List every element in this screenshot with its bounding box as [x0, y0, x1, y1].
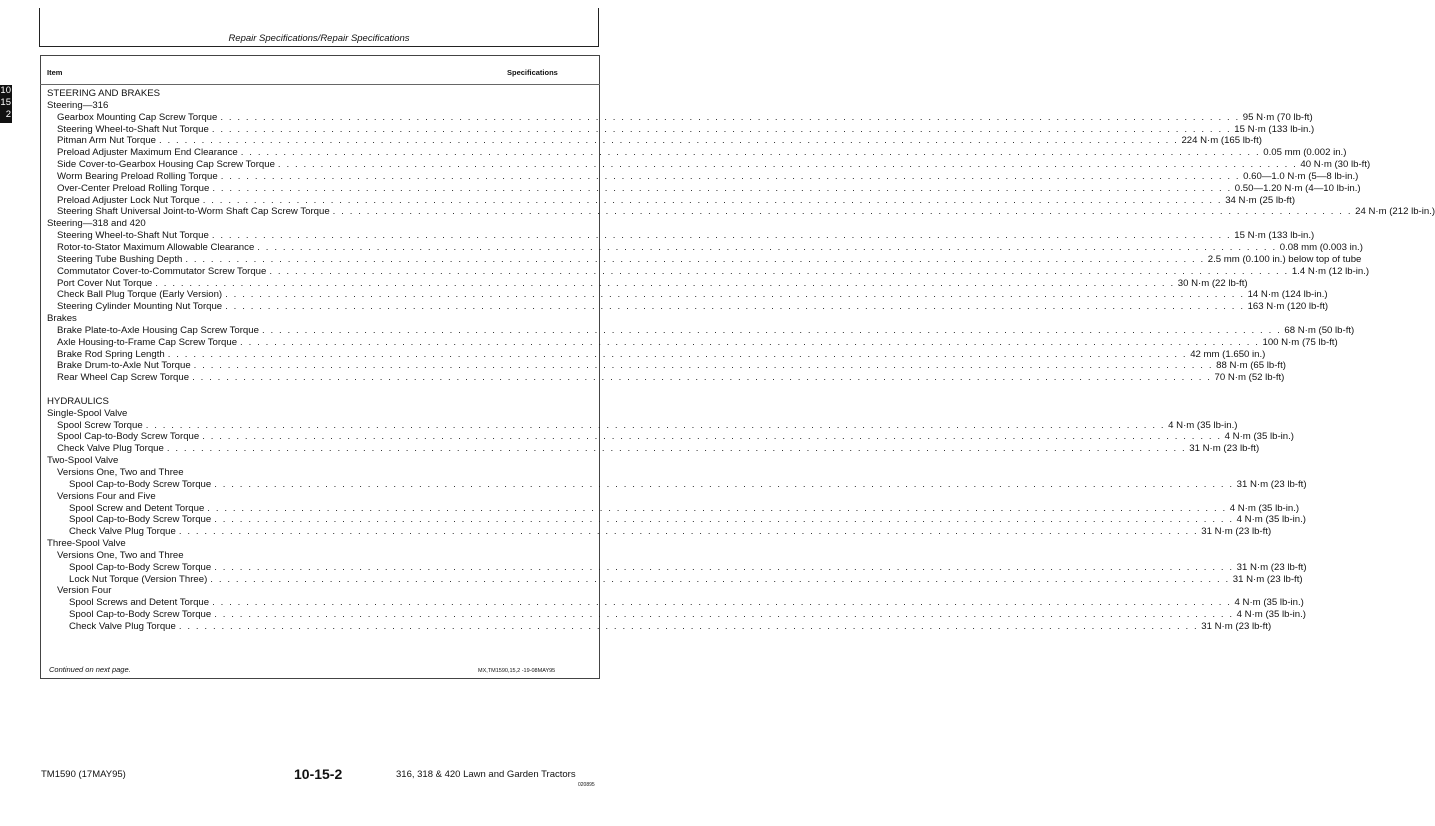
spec-row: [47, 360, 1286, 372]
spec-row: [47, 514, 1306, 526]
spec-value: 70 N·m (52 lb-ft): [1214, 372, 1285, 384]
spec-item-label: Gearbox Mounting Cap Screw Torque: [57, 111, 218, 123]
dot-leader: . . . . . . . . . . . . . . . . . . . . . . . . . . . . . . . . . . . . . . . . . . . . . . . . . . . . . . . . . . . . . . . . . . . . . . . . . . . . . . . . . . . . . . . . . . . . . . . . . . . . . . . . . . . . . . . . . . . . . . . .: [269, 265, 1289, 277]
spec-row: [47, 561, 1307, 574]
spec-row: [47, 419, 1238, 432]
spec-row: [47, 526, 1272, 538]
spec-value: 4 N·m (35 lb-in.): [1234, 597, 1304, 609]
dot-leader: . . . . . . . . . . . . . . . . . . . . . . . . . . . . . . . . . . . . . . . . . . . . . . . . . . . . . . . . . . . . . . . . . . . . . . . . . . . . . . . . . . . . . . . . . . . . . . . . . . . . . . . . . . . . . . . . . . . . . . . .: [211, 230, 1232, 242]
spec-value: 224 N·m (165 lb-ft): [1181, 135, 1262, 147]
column-header-specifications: Specifications: [507, 68, 558, 77]
spec-row: [47, 431, 1294, 443]
spec-item-label: Steering Wheel-to-Shaft Nut Torque: [57, 123, 209, 135]
spec-row: [47, 609, 1306, 621]
spec-value: 4 N·m (35 lb-in.): [1236, 609, 1306, 621]
spec-row: [47, 336, 1338, 349]
section-heading: Versions One, Two and Three: [57, 549, 184, 561]
spec-value: 0.60—1.0 N·m (5—8 lb-in.): [1243, 170, 1359, 182]
section-heading: Steering—316: [47, 99, 109, 111]
spec-value: 31 N·m (23 lb-ft): [1189, 443, 1260, 455]
spec-value: 0.08 mm (0.003 in.): [1279, 241, 1363, 253]
spec-item-label: Spool Screws and Detent Torque: [69, 597, 210, 609]
spec-value: 14 N·m (124 lb-in.): [1247, 289, 1328, 301]
spec-item-label: Commutator Cover-to-Commutator Screw Torque: [57, 265, 267, 277]
spec-row: [47, 159, 1371, 171]
spec-value: 31 N·m (23 lb-ft): [1236, 561, 1307, 573]
spec-item-label: Brake Rod Spring Length: [57, 348, 165, 360]
spec-item-label: Axle Housing-to-Frame Cap Screw Torque: [57, 336, 238, 348]
spec-item-label: Port Cover Nut Torque: [57, 277, 153, 289]
dot-leader: . . . . . . . . . . . . . . . . . . . . . . . . . . . . . . . . . . . . . . . . . . . . . . . . . . . . . . . . . . . . . . . . . . . . . . . . . . . . . . . . . . . . . . . . . . . . . . . . . . . . . . . . . . . . . . . . . . . . . . . .: [257, 241, 1277, 253]
dot-leader: . . . . . . . . . . . . . . . . . . . . . . . . . . . . . . . . . . . . . . . . . . . . . . . . . . . . . . . . . . . . . . . . . . . . . . . . . . . . . . . . . . . . . . . . . . . . . . . . . . . . . . . . . . . . . . . . . . . . . . . .: [225, 301, 1245, 313]
dot-leader: . . . . . . . . . . . . . . . . . . . . . . . . . . . . . . . . . . . . . . . . . . . . . . . . . . . . . . . . . . . . . . . . . . . . . . . . . . . . . . . . . . . . . . . . . . . . . . . . . . . . . . . . . . . . . . . . . . . . . . . .: [178, 526, 1199, 538]
spec-item-label: Spool Cap-to-Body Screw Torque: [69, 609, 212, 621]
section-tab: [0, 85, 12, 123]
dot-leader: . . . . . . . . . . . . . . . . . . . . . . . . . . . . . . . . . . . . . . . . . . . . . . . . . . . . . . . . . . . . . . . . . . . . . . . . . . . . . . . . . . . . . . . . . . . . . . . . . . . . . . . . . . . . . . . . . . . . . . . .: [277, 159, 1298, 171]
spec-item-label: Steering Shaft Universal Joint-to-Worm Shaft Cap Screw Torque: [57, 206, 330, 218]
dot-leader: . . . . . . . . . . . . . . . . . . . . . . . . . . . . . . . . . . . . . . . . . . . . . . . . . . . . . . . . . . . . . . . . . . . . . . . . . . . . . . . . . . . . . . . . . . . . . . . . . . . . . . . . . . . . . . . . . . . . . . . .: [192, 372, 1212, 384]
spec-row: [47, 301, 1329, 313]
spec-value: 34 N·m (25 lb-ft): [1225, 194, 1296, 206]
spec-value: 68 N·m (50 lb-ft): [1284, 324, 1355, 336]
spec-item-label: Check Valve Plug Torque: [57, 443, 164, 455]
dot-leader: . . . . . . . . . . . . . . . . . . . . . . . . . . . . . . . . . . . . . . . . . . . . . . . . . . . . . . . . . . . . . . . . . . . . . . . . . . . . . . . . . . . . . . . . . . . . . . . . . . . . . . . . . . . . . . . . . . . . . . . .: [240, 336, 1260, 348]
spec-value: 31 N·m (23 lb-ft): [1201, 620, 1272, 632]
reference-code: MX,TM1590,15,2 -19-08MAY95: [478, 668, 556, 674]
footer-page-number: 10-15-2: [294, 766, 343, 782]
spec-item-label: Spool Cap-to-Body Screw Torque: [69, 514, 212, 526]
blank-row: [47, 384, 592, 396]
dot-leader: . . . . . . . . . . . . . . . . . . . . . . . . . . . . . . . . . . . . . . . . . . . . . . . . . . . . . . . . . . . . . . . . . . . . . . . . . . . . . . . . . . . . . . . . . . . . . . . . . . . . . . . . . . . . . . . . . . . . . . . .: [166, 443, 1187, 455]
spec-item-label: Spool Screw and Detent Torque: [69, 502, 205, 514]
dot-leader: . . . . . . . . . . . . . . . . . . . . . . . . . . . . . . . . . . . . . . . . . . . . . . . . . . . . . . . . . . . . . . . . . . . . . . . . . . . . . . . . . . . . . . . . . . . . . . . . . . . . . . . . . . . . . . . . . . . . . . . .: [145, 419, 1166, 431]
spec-row: [47, 348, 1266, 361]
section-heading: Single-Spool Valve: [47, 407, 128, 419]
spec-item-label: Spool Screw Torque: [57, 419, 143, 431]
spec-value: 31 N·m (23 lb-ft): [1201, 526, 1272, 538]
spec-item-label: Pitman Arm Nut Torque: [57, 135, 156, 147]
spec-item-label: Steering Tube Bushing Depth: [57, 253, 183, 265]
spec-row: [47, 147, 1347, 159]
dot-leader: . . . . . . . . . . . . . . . . . . . . . . . . . . . . . . . . . . . . . . . . . . . . . . . . . . . . . . . . . . . . . . . . . . . . . . . . . . . . . . . . . . . . . . . . . . . . . . . . . . . . . . . . . . . . . . . . . . . . . . . .: [220, 170, 1241, 182]
spec-item-label: Check Ball Plug Torque (Early Version): [57, 289, 223, 301]
spec-rows: [47, 88, 1435, 633]
spec-row: [47, 502, 1300, 515]
section-heading: Versions Four and Five: [57, 490, 156, 502]
footer-code: 020895: [578, 782, 595, 788]
dot-leader: . . . . . . . . . . . . . . . . . . . . . . . . . . . . . . . . . . . . . . . . . . . . . . . . . . . . . . . . . . . . . . . . . . . . . . . . . . . . . . . . . . . . . . . . . . . . . . . . . . . . . . . . . . . . . . . . . . . . . . . .: [212, 597, 1232, 609]
dot-leader: . . . . . . . . . . . . . . . . . . . . . . . . . . . . . . . . . . . . . . . . . . . . . . . . . . . . . . . . . . . . . . . . . . . . . . . . . . . . . . . . . . . . . . . . . . . . . . . . . . . . . . . . . . . . . . . . . . . . . . . .: [202, 431, 1222, 443]
dot-leader: . . . . . . . . . . . . . . . . . . . . . . . . . . . . . . . . . . . . . . . . . . . . . . . . . . . . . . . . . . . . . . . . . . . . . . . . . . . . . . . . . . . . . . . . . . . . . . . . . . . . . . . . . . . . . . . . . . . . . . . .: [155, 277, 1175, 289]
spec-row: [47, 253, 1362, 266]
section-tab-line: 2: [5, 109, 11, 120]
dot-leader: . . . . . . . . . . . . . . . . . . . . . . . . . . . . . . . . . . . . . . . . . . . . . . . . . . . . . . . . . . . . . . . . . . . . . . . . . . . . . . . . . . . . . . . . . . . . . . . . . . . . . . . . . . . . . . . . . . . . . . . .: [240, 147, 1261, 159]
spec-row: [47, 123, 1315, 136]
spec-row: [47, 265, 1370, 278]
section-heading: Versions One, Two and Three: [57, 467, 184, 478]
spec-value: 4 N·m (35 lb-in.): [1236, 514, 1306, 526]
page-header-title: Repair Specifications/Repair Specifications: [228, 33, 410, 44]
spec-item-label: Worm Bearing Preload Rolling Torque: [57, 170, 218, 182]
spec-value: 15 N·m (133 lb-in.): [1234, 230, 1315, 242]
spec-row: [47, 230, 1315, 242]
spec-value: 0.05 mm (0.002 in.): [1263, 147, 1347, 159]
spec-value: 163 N·m (120 lb-ft): [1247, 301, 1329, 313]
dot-leader: . . . . . . . . . . . . . . . . . . . . . . . . . . . . . . . . . . . . . . . . . . . . . . . . . . . . . . . . . . . . . . . . . . . . . . . . . . . . . . . . . . . . . . . . . . . . . . . . . . . . . . . . . . . . . . . . . . . . . . . .: [202, 194, 1223, 206]
spec-item-label: Lock Nut Torque (Version Three): [69, 573, 208, 585]
section-tab-line: 15: [0, 97, 11, 108]
dot-leader: . . . . . . . . . . . . . . . . . . . . . . . . . . . . . . . . . . . . . . . . . . . . . . . . . . . . . . . . . . . . . . . . . . . . . . . . . . . . . . . . . . . . . . . . . . . . . . . . . . . . . . . . . . . . . . . . . . . . . . . .: [214, 478, 1234, 490]
spec-value: 95 N·m (70 lb-ft): [1242, 111, 1313, 123]
dot-leader: . . . . . . . . . . . . . . . . . . . . . . . . . . . . . . . . . . . . . . . . . . . . . . . . . . . . . . . . . . . . . . . . . . . . . . . . . . . . . . . . . . . . . . . . . . . . . . . . . . . . . . . . . . . . . . . . . . . . . . . .: [185, 253, 1205, 265]
continued-note: Continued on next page.: [49, 665, 131, 674]
spec-value: 0.50—1.20 N·m (4—10 lb-in.): [1234, 182, 1361, 194]
spec-item-label: Spool Cap-to-Body Screw Torque: [57, 431, 200, 443]
footer-manual-title: 316, 318 & 420 Lawn and Garden Tractors: [396, 769, 576, 780]
spec-row: [47, 478, 1307, 491]
dot-leader: . . . . . . . . . . . . . . . . . . . . . . . . . . . . . . . . . . . . . . . . . . . . . . . . . . . . . . . . . . . . . . . . . . . . . . . . . . . . . . . . . . . . . . . . . . . . . . . . . . . . . . . . . . . . . . . . . . . . . . . .: [214, 514, 1234, 526]
section-heading: Three-Spool Valve: [47, 538, 126, 550]
section-heading: HYDRAULICS: [47, 395, 109, 407]
spec-value: 2.5 mm (0.100 in.) below top of tube: [1207, 253, 1362, 265]
spec-item-label: Preload Adjuster Lock Nut Torque: [57, 194, 200, 206]
spec-row: [47, 111, 1313, 124]
spec-row: [47, 620, 1272, 633]
spec-value: 40 N·m (30 lb-ft): [1300, 159, 1371, 171]
spec-row: [47, 372, 1285, 384]
spec-value: 4 N·m (35 lb-in.): [1224, 431, 1294, 443]
spec-row: [47, 170, 1359, 183]
spec-value: 4 N·m (35 lb-in.): [1168, 419, 1238, 431]
spec-item-label: Brake Plate-to-Axle Housing Cap Screw Torque: [57, 324, 259, 336]
spec-row: [47, 194, 1296, 207]
dot-leader: . . . . . . . . . . . . . . . . . . . . . . . . . . . . . . . . . . . . . . . . . . . . . . . . . . . . . . . . . . . . . . . . . . . . . . . . . . . . . . . . . . . . . . . . . . . . . . . . . . . . . . . . . . . . . . . . . . . . . . . .: [210, 573, 1230, 585]
dot-leader: . . . . . . . . . . . . . . . . . . . . . . . . . . . . . . . . . . . . . . . . . . . . . . . . . . . . . . . . . . . . . . . . . . . . . . . . . . . . . . . . . . . . . . . . . . . . . . . . . . . . . . . . . . . . . . . . . . . . . . . .: [167, 348, 1188, 360]
spec-value: 1.4 N·m (12 lb-in.): [1291, 265, 1370, 277]
spec-item-label: Side Cover-to-Gearbox Housing Cap Screw Torque: [57, 159, 275, 171]
spec-value: 88 N·m (65 lb-ft): [1216, 360, 1286, 372]
section-heading: Steering—318 and 420: [47, 218, 146, 230]
spec-row: [47, 443, 1260, 455]
spec-item-label: Brake Drum-to-Axle Nut Torque: [57, 360, 191, 372]
dot-leader: . . . . . . . . . . . . . . . . . . . . . . . . . . . . . . . . . . . . . . . . . . . . . . . . . . . . . . . . . . . . . . . . . . . . . . . . . . . . . . . . . . . . . . . . . . . . . . . . . . . . . . . . . . . . . . . . . . . . . . . .: [212, 182, 1232, 194]
spec-row: [47, 182, 1361, 195]
column-header-rule: [40, 84, 600, 85]
spec-value: 31 N·m (23 lb-ft): [1232, 573, 1303, 585]
spec-row: [47, 573, 1303, 586]
dot-leader: . . . . . . . . . . . . . . . . . . . . . . . . . . . . . . . . . . . . . . . . . . . . . . . . . . . . . . . . . . . . . . . . . . . . . . . . . . . . . . . . . . . . . . . . . . . . . . . . . . . . . . . . . . . . . . . . . . . . . . . .: [225, 289, 1245, 301]
spec-value: 100 N·m (75 lb-ft): [1262, 336, 1338, 348]
spec-value: 42 mm (1.650 in.): [1190, 348, 1266, 360]
spec-row: [47, 241, 1363, 254]
spec-row: [47, 597, 1304, 609]
dot-leader: . . . . . . . . . . . . . . . . . . . . . . . . . . . . . . . . . . . . . . . . . . . . . . . . . . . . . . . . . . . . . . . . . . . . . . . . . . . . . . . . . . . . . . . . . . . . . . . . . . . . . . . . . . . . . . . . . . . . . . . .: [207, 502, 1227, 514]
header-rule: [39, 46, 599, 47]
spec-item-label: Spool Cap-to-Body Screw Torque: [69, 561, 212, 573]
section-tab-line: 10: [0, 85, 11, 96]
section-heading: Two-Spool Valve: [47, 455, 119, 467]
dot-leader: . . . . . . . . . . . . . . . . . . . . . . . . . . . . . . . . . . . . . . . . . . . . . . . . . . . . . . . . . . . . . . . . . . . . . . . . . . . . . . . . . . . . . . . . . . . . . . . . . . . . . . . . . . . . . . . . . . . . . . . .: [214, 561, 1234, 573]
dot-leader: . . . . . . . . . . . . . . . . . . . . . . . . . . . . . . . . . . . . . . . . . . . . . . . . . . . . . . . . . . . . . . . . . . . . . . . . . . . . . . . . . . . . . . . . . . . . . . . . . . . . . . . . . . . . . . . . . . . . . . . .: [159, 135, 1179, 147]
spec-value: 4 N·m (35 lb-in.): [1229, 502, 1300, 514]
spec-value: 31 N·m (23 lb-ft): [1236, 478, 1307, 490]
dot-leader: . . . . . . . . . . . . . . . . . . . . . . . . . . . . . . . . . . . . . . . . . . . . . . . . . . . . . . . . . . . . . . . . . . . . . . . . . . . . . . . . . . . . . . . . . . . . . . . . . . . . . . . . . . . . . . . . . . . . . . . .: [220, 111, 1240, 123]
spec-row: [47, 206, 1435, 218]
dot-leader: . . . . . . . . . . . . . . . . . . . . . . . . . . . . . . . . . . . . . . . . . . . . . . . . . . . . . . . . . . . . . . . . . . . . . . . . . . . . . . . . . . . . . . . . . . . . . . . . . . . . . . . . . . . . . . . . . . . . . . . .: [178, 620, 1199, 632]
dot-leader: . . . . . . . . . . . . . . . . . . . . . . . . . . . . . . . . . . . . . . . . . . . . . . . . . . . . . . . . . . . . . . . . . . . . . . . . . . . . . . . . . . . . . . . . . . . . . . . . . . . . . . . . . . . . . . . . . . . . . . . .: [211, 123, 1232, 135]
dot-leader: . . . . . . . . . . . . . . . . . . . . . . . . . . . . . . . . . . . . . . . . . . . . . . . . . . . . . . . . . . . . . . . . . . . . . . . . . . . . . . . . . . . . . . . . . . . . . . . . . . . . . . . . . . . . . . . . . . . . . . . .: [261, 324, 1282, 336]
spec-row: [47, 324, 1355, 337]
spec-item-label: Over-Center Preload Rolling Torque: [57, 182, 210, 194]
spec-row: [47, 135, 1262, 147]
dot-leader: . . . . . . . . . . . . . . . . . . . . . . . . . . . . . . . . . . . . . . . . . . . . . . . . . . . . . . . . . . . . . . . . . . . . . . . . . . . . . . . . . . . . . . . . . . . . . . . . . . . . . . . . . . . . . . . . . . . . . . . .: [332, 206, 1353, 218]
column-header-item: Item: [47, 68, 63, 77]
spec-row: [47, 277, 1248, 290]
section-heading: Brakes: [47, 313, 77, 325]
footer-manual-id: TM1590 (17MAY95): [41, 769, 126, 780]
spec-item-label: Check Valve Plug Torque: [69, 620, 176, 632]
dot-leader: . . . . . . . . . . . . . . . . . . . . . . . . . . . . . . . . . . . . . . . . . . . . . . . . . . . . . . . . . . . . . . . . . . . . . . . . . . . . . . . . . . . . . . . . . . . . . . . . . . . . . . . . . . . . . . . . . . . . . . . .: [214, 609, 1234, 621]
spec-item-label: Check Valve Plug Torque: [69, 526, 176, 538]
dot-leader: . . . . . . . . . . . . . . . . . . . . . . . . . . . . . . . . . . . . . . . . . . . . . . . . . . . . . . . . . . . . . . . . . . . . . . . . . . . . . . . . . . . . . . . . . . . . . . . . . . . . . . . . . . . . . . . . . . . . . . . .: [193, 360, 1214, 372]
spec-item-label: Preload Adjuster Maximum End Clearance: [57, 147, 238, 159]
spec-value: 30 N·m (22 lb-ft): [1177, 277, 1248, 289]
spec-item-label: Spool Cap-to-Body Screw Torque: [69, 478, 212, 490]
spec-item-label: Rear Wheel Cap Screw Torque: [57, 372, 190, 384]
spec-item-label: Steering Wheel-to-Shaft Nut Torque: [57, 230, 209, 242]
section-heading: Version Four: [57, 585, 112, 597]
spec-row: [47, 289, 1328, 301]
spec-item-label: Rotor-to-Stator Maximum Allowable Clearance: [57, 241, 255, 253]
spec-value: 24 N·m (212 lb-in.): [1355, 206, 1435, 218]
section-heading: STEERING AND BRAKES: [47, 88, 161, 99]
spec-item-label: Steering Cylinder Mounting Nut Torque: [57, 301, 223, 313]
spec-value: 15 N·m (133 lb-in.): [1234, 123, 1315, 135]
